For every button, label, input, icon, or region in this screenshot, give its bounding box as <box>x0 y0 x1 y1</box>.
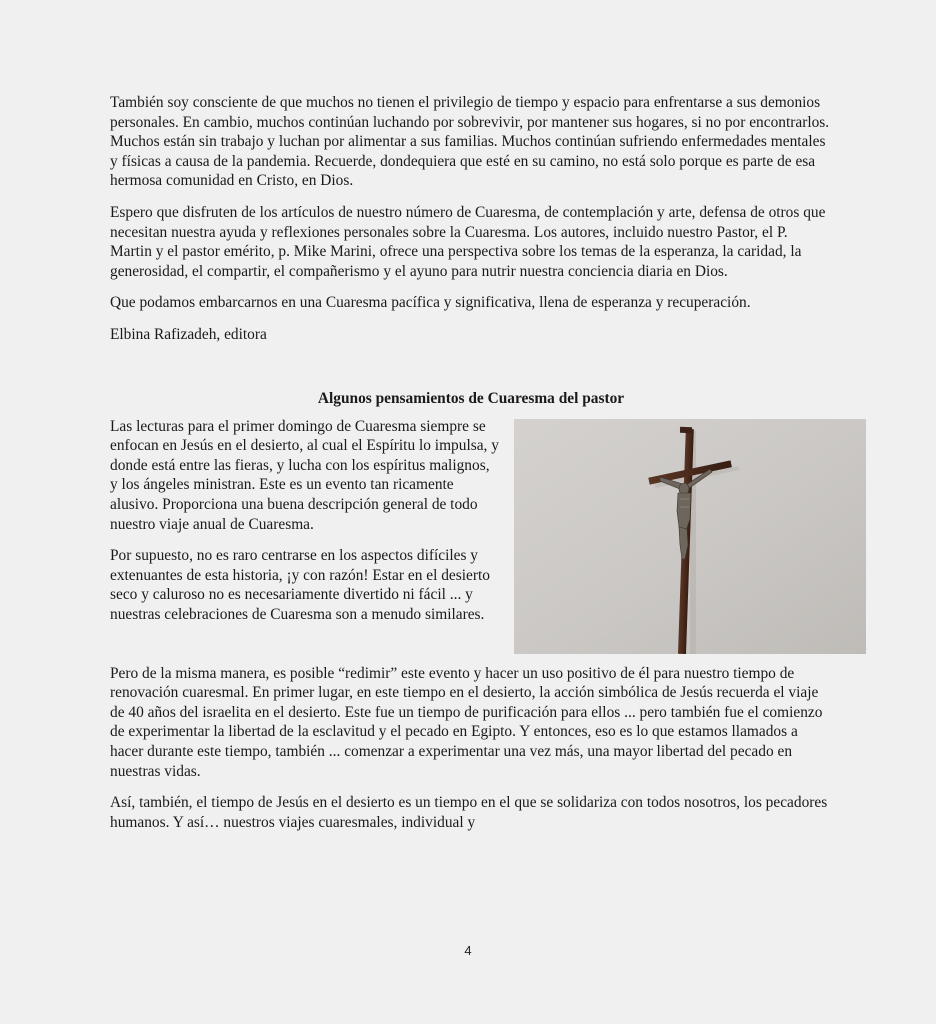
page-content <box>110 93 832 844</box>
article-body <box>110 417 832 833</box>
intro-paragraph-1: También soy consciente de que muchos no tienen el privilegio de tiempo y espacio para enfrentarse a sus demonios personales. En cambio, muchos continúan luchando por sobrevivir, por mantener sus hogares, si no por encontrarlos. Muchos están sin trabajo y luchan por alimentar a sus familias. Muchos continúan sufriendo enfermedades mentales y físicas a causa de la pandemia. Recuerde, dondequiera que esté en su camino, no está solo porque es parte de esa hermosa comunidad en Cristo, en Dios. <box>110 94 830 190</box>
intro-paragraph-3: Que podamos embarcarnos en una Cuaresma pacífica y significativa, llena de esperanza y recuperación. <box>110 294 751 312</box>
crucifix-photo <box>514 419 866 654</box>
article-paragraph-4: Así, también, el tiempo de Jesús en el desierto es un tiempo en el que se solidariza con todos nosotros, los pecadores humanos. Y así… nuestros viajes cuaresmales, individual y <box>110 794 828 831</box>
intro-paragraph-2: Espero que disfruten de los artículos de nuestro número de Cuaresma, de contemplación y arte, defensa de otros que necesitan nuestra ayuda y reflexiones personales sobre la Cuaresma. Los autores, incluido nuestro Pastor, el P. Martin y el pastor emérito, p. Mike Marini, ofrece una perspectiva sobre los temas de la esperanza, la caridad, la generosidad, el compartir, el compañerismo y el ayuno para nutrir nuestra conciencia diaria en Dios. <box>110 203 826 280</box>
crucifix-icon <box>514 419 866 654</box>
article-title: Algunos pensamientos de Cuaresma del pastor <box>317 389 625 407</box>
page-number: 4 <box>464 943 472 958</box>
article-paragraph-2: Por supuesto, no es raro centrarse en los aspectos difíciles y extenuantes de esta historia, ¡y con razón! Estar en el desierto seco y caluroso no es necesariamente divertido ni fácil ... y nuestras celebraciones de Cuaresma son a menudo similares. <box>110 547 490 623</box>
article-paragraph-1: Las lecturas para el primer domingo de Cuaresma siempre se enfocan en Jesús en el desierto, al cual el Espíritu lo impulsa, y donde está entre las fieras, y lucha con los espíritus malignos, y los ángeles ministran. Este es un evento tan ricamente alusivo. Proporciona una buena descripción general de todo nuestro viaje anual de Cuaresma. <box>110 417 499 533</box>
editor-signature: Elbina Rafizadeh, editora <box>110 325 267 343</box>
section-spacer <box>110 357 832 389</box>
article-paragraph-3: Pero de la misma manera, es posible “redimir” este evento y hacer un uso positivo de él para nuestro tiempo de renovación cuaresmal. En primer lugar, en este tiempo en el desierto, la acción simbólica de Jesús recuerda el viaje de 40 años del israelita en el desierto. Este fue un tiempo de purificación para ellos ... pero también fue el comienzo de experimentar la libertad de la esclavitud y el pecado en Egipto. Y entonces, eso es lo que estamos llamados a hacer durante este tiempo, también ... comenzar a experimentar una vez más, una mayor libertad del pecado en nuestras vidas. <box>110 664 823 780</box>
